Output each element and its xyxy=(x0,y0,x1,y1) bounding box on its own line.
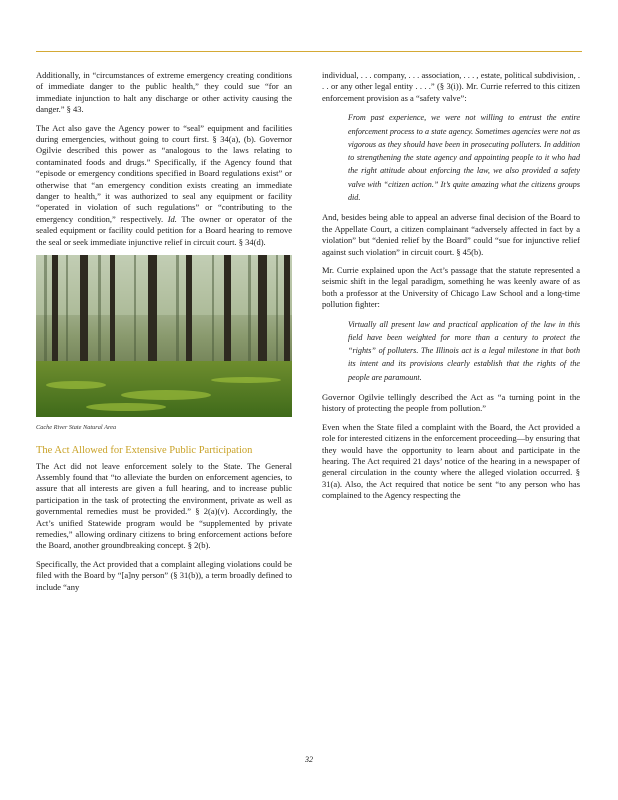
section-heading: The Act Allowed for Extensive Public Participation xyxy=(36,444,253,456)
right-column xyxy=(322,70,580,509)
paragraph: Even when the State filed a complaint with the Board, the Act provided a role for interested citizens in the enforcement proceeding—by ensuring that they would have the opportunity to learn about and participate in the hearing. The Act required 21 days’ notice of the hearing in a newspaper of general circulation in the county where the alleged violation occurred. § 31(a). Also, the Act required that notice be sent “to any person who has complained to the Agency respecting the xyxy=(322,421,580,501)
block-quote: Virtually all present law and practical application of the law in this field have been weighted for more than a century to protect the “rights” of polluters. The Illinois act is a legal milestone in that both its intent and its provisions clearly establish that the rights of the people are paramount. xyxy=(348,319,580,382)
paragraph: Mr. Currie explained upon the Act’s passage that the statute represented a seismic shift in the legal paradigm, something he was keenly aware of as both a professor at the University of Chicago Law School and a long-time pollution fighter: xyxy=(322,264,580,310)
paragraph: Specifically, the Act provided that a complaint alleging violations could be filed with the Board by “[a]ny person” (§ 31(b)), a term broadly defined to include “any xyxy=(36,558,292,592)
page-number: 32 xyxy=(305,755,313,764)
left-column xyxy=(36,70,292,600)
header-rule xyxy=(36,51,582,52)
paragraph: And, besides being able to appeal an adverse final decision of the Board to the Appellate Court, a citizen complainant “adversely affected in fact by a violation” but “denied relief by the Board” could “sue for injunctive relief against such violation” in circuit court. § 45(b). xyxy=(322,212,580,257)
paragraph-text: The owner or operator of the sealed equipment or facility could petition for a Board hearing to remove the seal or seek immediate injunctive relief in circuit court. § 34(d). xyxy=(36,213,292,247)
paragraph xyxy=(36,123,292,248)
swamp-forest-photo xyxy=(36,255,292,417)
paragraph: Additionally, in “circumstances of extreme emergency creating conditions of immediate danger to the public health,” they could sue “for an immediate injunction to halt any discharge or other activity causing the danger.” § 43. xyxy=(36,70,292,115)
photo-caption: Cache River State Natural Area xyxy=(36,424,117,432)
paragraph: The Act did not leave enforcement solely to the State. The General Assembly found that “to alleviate the burden on enforcement agencies, to assure that all interests are given a full hearing, and to increase public participation in the task of protecting the environment, private as well as governmental remedies must be provided.” § 2(a)(v). Accordingly, the Act’s unified Statewide program would be “supplemented by private remedies,” allowing ordinary citizens to bring enforcement actions before the Board, another groundbreaking concept. § 2(b). xyxy=(36,460,292,551)
block-quote: From past experience, we were not willing to entrust the entire enforcement process to a state agency. Sometimes agencies were not as vigorous as they should have been in prosecuting polluters. In addition to strengthening the state agency and appointing people to it who had the right attitude about enforcing the law, we also provided a safety valve with “citizen action.” It’s quite amazing what the citizens groups did. xyxy=(348,113,580,202)
paragraph: individual, . . . company, . . . association, . . . , estate, political subdivision, . . . or any other legal entity . . . .” (§ 3(i)). Mr. Currie referred to this citizen enforcement provision as a “safety valve”: xyxy=(322,70,580,103)
citation-id: Id. xyxy=(167,213,177,224)
paragraph-text: The Act also gave the Agency power to “seal” equipment and facilities during emergencies, without going to court first. § 34(a), (b). Governor Ogilvie described this power as “analogous to the laws relating to contaminated foods and drugs.” Specifically, if the Agency found that “episode or emergency conditions specified in Board regulations exist” or otherwise that “an emergency condition exists creating an immediate danger to health,” it was authorized to seal any equipment or facility “operated in violation of such regulations” or “contributing to the emergency condition,” respectively. xyxy=(36,122,292,224)
paragraph: Governor Ogilvie tellingly described the Act as “a turning point in the history of protecting the people from pollution.” xyxy=(322,392,580,414)
